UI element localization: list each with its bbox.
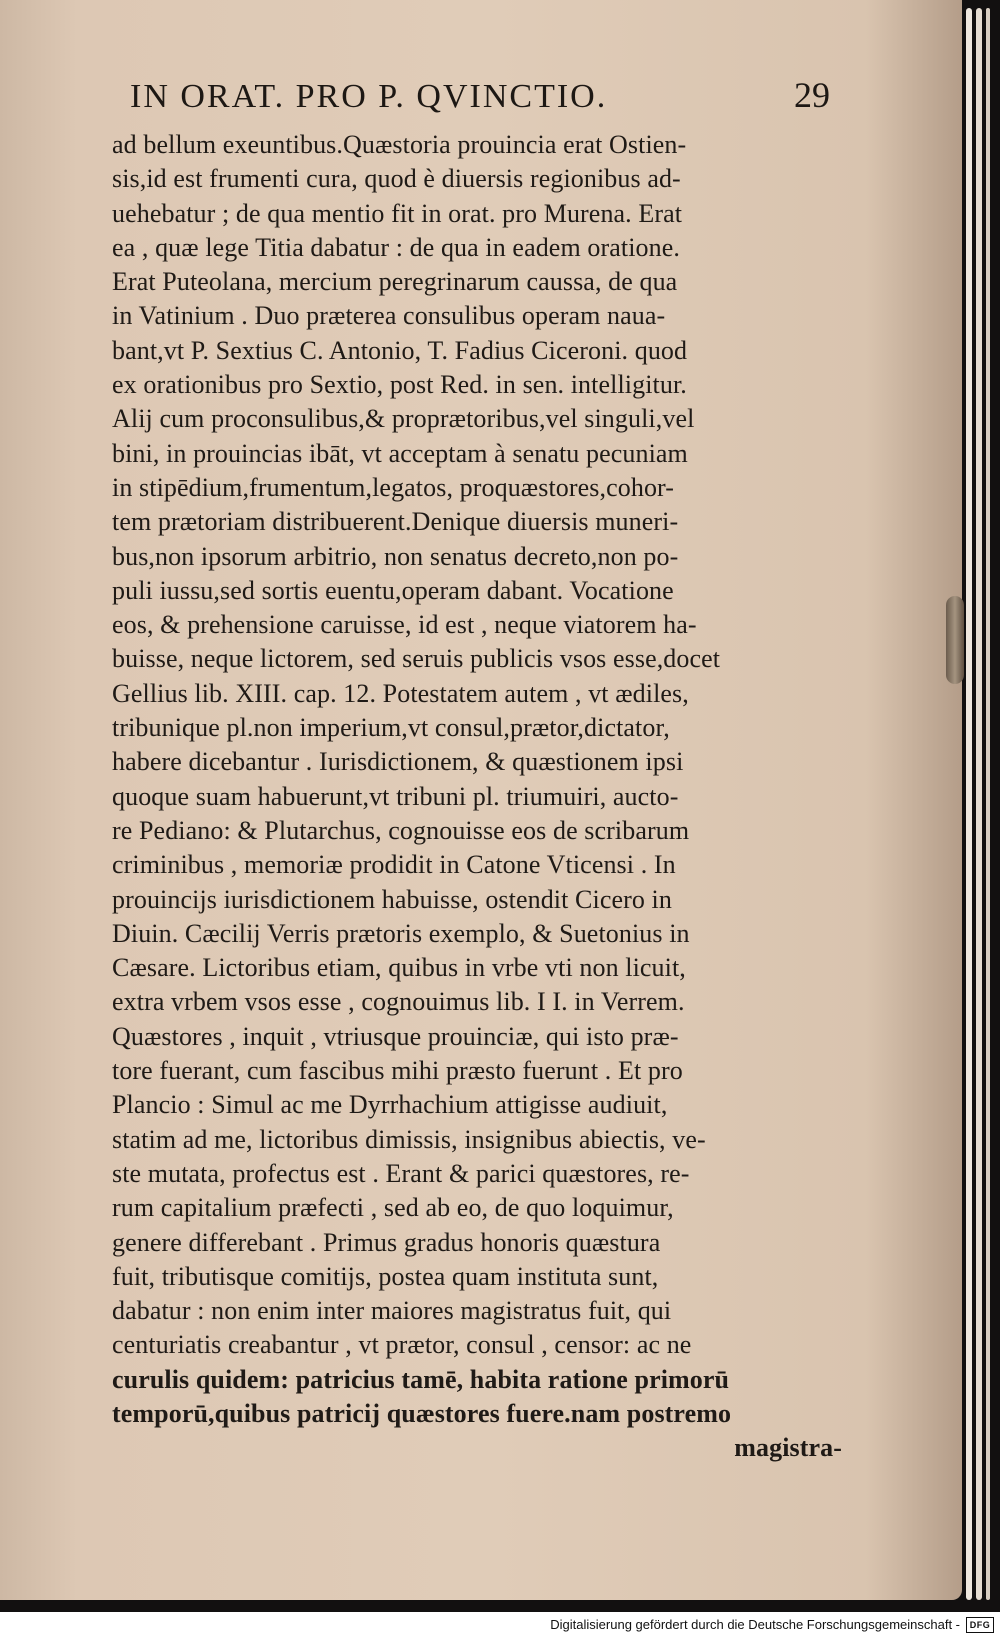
- text-line: rum capitalium præfecti , sed ab eo, de quo loquimur,: [112, 1193, 674, 1223]
- text-line: quoque suam habuerunt,vt tribuni pl. triumuiri, aucto-: [112, 781, 679, 811]
- text-line: Quæstores , inquit , vtriusque prouinciæ, qui isto præ-: [112, 1021, 679, 1051]
- text-line: tore fuerant, cum fascibus mihi præsto fuerunt . Et pro: [112, 1056, 683, 1086]
- text-line: ex orationibus pro Sextio, post Red. in sen. intelligitur.: [112, 370, 687, 400]
- text-line: Alij cum proconsulibus,& proprætoribus,vel singuli,vel: [112, 404, 695, 434]
- text-line: dabatur : non enim inter maiores magistratus fuit, qui: [112, 1296, 672, 1326]
- dfg-logo: DFG: [966, 1617, 994, 1633]
- book-clasp: [946, 596, 964, 684]
- page-edge: [966, 8, 972, 1600]
- text-line: Plancio : Simul ac me Dyrrhachium attigisse audiuit,: [112, 1090, 668, 1120]
- text-line: prouincijs iurisdictionem habuisse, ostendit Cicero in: [112, 884, 672, 914]
- page-edge: [986, 8, 990, 1600]
- text-line: curulis quidem: patricius tamē, habita ratione primorū: [112, 1364, 730, 1394]
- text-line: in Vatinium . Duo præterea consulibus operam naua-: [112, 301, 666, 331]
- page-number: 29: [794, 75, 830, 115]
- text-line: Gellius lib. XIII. cap. 12. Potestatem autem , vt ædiles,: [112, 678, 689, 708]
- text-line: tribunique pl.non imperium,vt consul,prætor,dictator,: [112, 713, 670, 743]
- text-line: bant,vt P. Sextius C. Antonio, T. Fadius Ciceroni. quod: [112, 335, 688, 365]
- text-line: Diuin. Cæcilij Verris prætoris exemplo, & Suetonius in: [112, 918, 690, 948]
- text-line: sis,id est frumenti cura, quod è diuersis regionibus ad-: [112, 164, 681, 194]
- text-line: magistra-: [734, 1433, 842, 1463]
- text-line: temporū,quibus patricij quæstores fuere.nam postremo: [112, 1398, 732, 1428]
- text-line: bus,non ipsorum arbitrio, non senatus decreto,non po-: [112, 541, 679, 571]
- digitization-footer: [0, 1612, 1000, 1637]
- funding-credit: Digitalisierung gefördert durch die Deutsche Forschungsgemeinschaft -: [550, 1617, 960, 1632]
- text-line: buisse, neque lictorem, sed seruis publicis vsos esse,docet: [112, 644, 721, 674]
- text-line: ste mutata, profectus est . Erant & parici quæstores, re-: [112, 1158, 690, 1188]
- text-line: fuit, tributisque comitijs, postea quam instituta sunt,: [112, 1261, 659, 1291]
- text-line: statim ad me, lictoribus dimissis, insignibus abiectis, ve-: [112, 1124, 706, 1154]
- page-edge: [976, 8, 982, 1600]
- text-line: ea , quæ lege Titia dabatur : de qua in eadem oratione.: [112, 232, 680, 262]
- text-line: eos, & prehensione caruisse, id est , neque viatorem ha-: [112, 610, 697, 640]
- text-line: centuriatis creabantur , vt prætor, consul , censor: ac ne: [112, 1330, 692, 1360]
- text-line: habere dicebantur . Iurisdictionem, & quæstionem ipsi: [112, 747, 684, 777]
- text-line: ad bellum exeuntibus.Quæstoria prouincia erat Ostien-: [112, 130, 687, 159]
- text-line: bini, in prouincias ibāt, vt acceptam à senatu pecuniam: [112, 438, 688, 468]
- text-line: genere differebant . Primus gradus honoris quæstura: [112, 1227, 661, 1257]
- text-line: uehebatur ; de qua mentio fit in orat. pro Murena. Erat: [112, 198, 683, 228]
- running-header: [130, 74, 830, 122]
- text-line: tem prætoriam distribuerent.Denique diuersis muneri-: [112, 507, 679, 537]
- text-line: puli iussu,sed sortis euentu,operam dabant. Vocatione: [112, 575, 674, 605]
- body-text: [112, 128, 842, 1466]
- text-line: extra vrbem vsos esse , cognouimus lib. I I. in Verrem.: [112, 987, 685, 1017]
- text-line: Erat Puteolana, mercium peregrinarum caussa, de qua: [112, 267, 678, 297]
- text-line: Cæsare. Lictoribus etiam, quibus in vrbe vti non licuit,: [112, 953, 686, 983]
- text-line: re Pediano: & Plutarchus, cognouisse eos de scribarum: [112, 815, 690, 845]
- text-line: in stipēdium,frumentum,legatos, proquæstores,cohor-: [112, 472, 675, 502]
- text-line: criminibus , memoriæ prodidit in Catone Vticensi . In: [112, 850, 676, 880]
- running-title: IN ORAT. PRO P. QVINCTIO.: [130, 78, 608, 115]
